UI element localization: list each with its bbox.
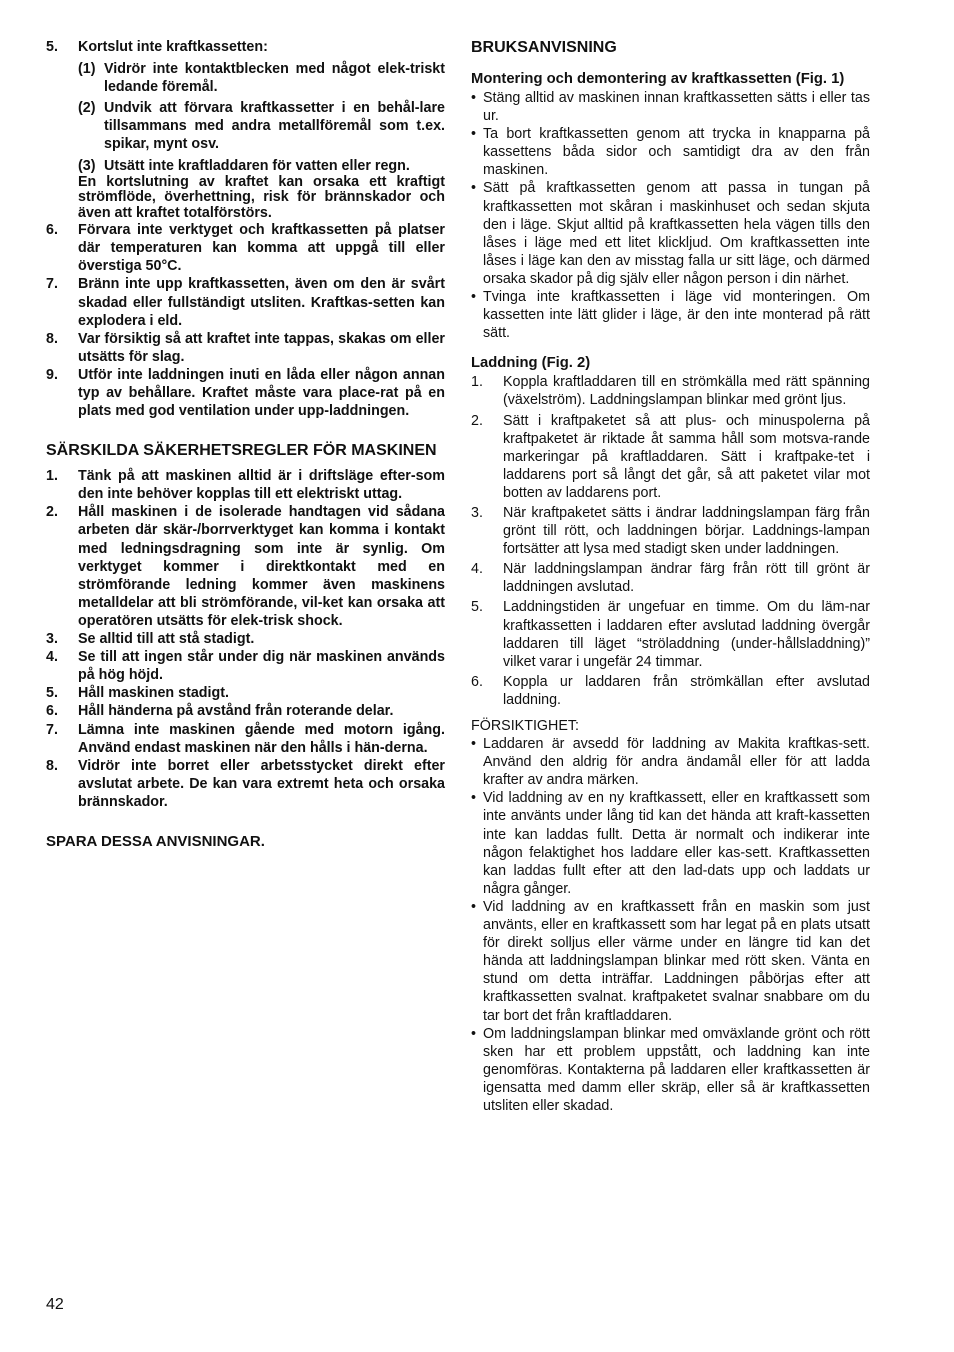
item-9	[46, 366, 445, 420]
safety-item-7	[46, 721, 445, 757]
sub-item-number: (3)	[78, 157, 96, 174]
caution-bullet-1	[471, 735, 870, 789]
bullet-icon: •	[471, 898, 477, 915]
item-7	[46, 275, 445, 329]
charge-step-3	[471, 504, 870, 558]
item-number: 2.	[46, 504, 58, 521]
item-number: 1.	[46, 468, 58, 485]
item-number: 8.	[46, 330, 58, 347]
item-number: 4.	[46, 649, 58, 666]
sub-item-text: Undvik att förvara kraftkassetter i en behål-lare tillsammans med andra metallföremål som t.ex. spikar, mynt osv.	[104, 100, 445, 153]
step-text: Koppla kraftladdaren till en strömkälla med rätt spänning (växelström). Laddningslampan blinkar med grönt ljus.	[503, 374, 870, 409]
sub-item-1	[46, 60, 445, 96]
mount-bullet-1	[471, 89, 870, 125]
item-text: Bränn inte upp kraftkassetten, även om den är svårt skadad eller fullständigt utsliten. Kraftkas-setten kan explodera i eld.	[78, 276, 445, 329]
bullet-icon: •	[471, 180, 477, 197]
safety-item-1	[46, 467, 445, 503]
item-number: 6.	[46, 703, 58, 720]
mount-bullet-2	[471, 125, 870, 179]
step-text: När kraftpaketet sätts i ändrar laddningslampan färg från grönt till rött, och laddningen börjar. Laddnings-lampan fortsätter att lysa med stadigt sken under laddningen.	[503, 504, 870, 558]
item-text: Vidrör inte borret eller arbetsstycket direkt efter avslutat arbete. De kan vara extremt heta och orsaka brännskador.	[78, 757, 445, 810]
sub-item-3	[46, 157, 445, 175]
bullet-icon: •	[471, 126, 477, 143]
step-number: 4.	[471, 561, 483, 578]
bullet-icon: •	[471, 1025, 477, 1042]
bullet-text: Ta bort kraftkassetten genom att trycka in knapparna på kassettens båda sidor och samtidigt dra av den från maskinen.	[483, 126, 870, 179]
sub-item-number: (2)	[78, 100, 96, 117]
item-text: Förvara inte verktyget och kraftkassetten på platser där temperaturen kan komma att uppgå till eller överstiga 50°C.	[78, 222, 445, 275]
step-number: 2.	[471, 412, 483, 429]
sub-item-2	[46, 99, 445, 153]
item-5	[46, 38, 445, 56]
bullet-text: Tvinga inte kraftkassetten i läge vid monteringen. Om kassetten inte lätt glider i läge, är den inte monterad på rätt sätt.	[483, 289, 870, 342]
right-column	[471, 38, 870, 1115]
item-8	[46, 330, 445, 366]
step-text: Laddningstiden är ungefuar en timme. Om du läm-nar kraftkassetten i laddaren efter avslutad laddning övergår laddaren till läget “ströladdning (under-hållsladdning)” vilket varar i ungefär 24 timmar.	[503, 599, 870, 670]
save-instructions-heading: SPARA DESSA ANVISNINGAR.	[46, 832, 265, 850]
item-text: Utför inte laddningen inuti en låda eller någon annan typ av behållare. Kraftet måste vara place-rat på en plats med god ventilation under upp-laddningen.	[78, 366, 445, 420]
bullet-text: Laddaren är avsedd för laddning av Makita kraftkas-sett. Använd den aldrig för andra ändamål eller för att ladda krafter av andra märken.	[483, 736, 870, 789]
item-text: Lämna inte maskinen gående med motorn igång. Använd endast maskinen när den hålls i hän-derna.	[78, 721, 445, 756]
sub-item-text: Vidrör inte kontaktblecken med något elek-triskt ledande föremål.	[104, 61, 445, 96]
safety-heading: SÄRSKILDA SÄKERHETSREGLER FÖR MASKINEN	[46, 442, 437, 460]
item-number: 3.	[46, 631, 58, 648]
item-number: 8.	[46, 757, 58, 774]
item-number: 9.	[46, 366, 58, 383]
item-number: 7.	[46, 721, 58, 738]
mount-bullet-3	[471, 179, 870, 288]
safety-item-4	[46, 648, 445, 684]
item-text: Var försiktig så att kraftet inte tappas, skakas om eller utsätts för slag.	[78, 330, 445, 365]
safety-item-6	[46, 702, 445, 720]
caution-bullet-3	[471, 898, 870, 1025]
item-text: Håll maskinen stadigt.	[78, 685, 229, 702]
bullet-icon: •	[471, 289, 477, 306]
step-number: 5.	[471, 599, 483, 616]
safety-list	[46, 467, 445, 811]
item-number: 5.	[46, 685, 58, 702]
charge-step-6	[471, 673, 870, 709]
charge-step-1	[471, 373, 870, 409]
item-text: Tänk på att maskinen alltid är i driftsläge efter-som den inte behöver kopplas till ett elektriskt uttag.	[78, 468, 445, 503]
item-number: 7.	[46, 276, 58, 293]
bullet-text: Sätt på kraftkassetten genom att passa in tungan på kraftkassetten mot skåran i maskinhuset och sedan skjuta den i läge. Skjut alltid på kraftkassetten hela vägen tills den låses i läge med ett litet klickljud. Om kraftkassetten inte låses i läge kan den av misstag falla ur sitt läge, och därmed orsaka skador på dig själv eller någon person i din närhet.	[483, 180, 870, 287]
caution-label: FÖRSIKTIGHET:	[471, 718, 580, 734]
step-number: 3.	[471, 504, 483, 521]
sub-item-number: (1)	[78, 61, 96, 78]
bullet-text: Stäng alltid av maskinen innan kraftkassetten sätts i eller tas ur.	[483, 90, 870, 125]
safety-item-2	[46, 503, 445, 630]
charging-heading: Laddning (Fig. 2)	[471, 355, 591, 372]
caution-bullet-4	[471, 1025, 870, 1115]
safety-item-3	[46, 630, 445, 648]
safety-item-8	[46, 757, 445, 811]
page-number: 42	[46, 1296, 64, 1313]
step-number: 1.	[471, 374, 483, 391]
bullet-text: Vid laddning av en kraftkassett från en maskin som just använts, eller en kraftkassett som har legat på en plats utsatt för direkt solljus eller värme under en längre tid kan det hända att laddningslampan blinkar med rött sken. Vänta en stund om detta inträffar. Laddningen påbörjas efter att kraftkassetten svalnat. kraftpaketet svalnar snabbare om du tar bort det från kraftladdaren.	[483, 898, 870, 1024]
caution-bullet-2	[471, 789, 870, 898]
short-circuit-note: En kortslutning av kraftet kan orsaka ett kraftigt strömflöde, överhettning, risk för brännskador och även att kraftet totalförstörs.	[78, 173, 445, 221]
step-text: Sätt i kraftpaketet så att plus- och minuspolerna på kraftpaketet är riktade åt samma håll som motsva-rande markeringar på kraftladdaren. Sätt i kraftpake-tet i laddarens port så långt det går, så att paketet vilar mot botten av laddarens port.	[503, 412, 870, 501]
step-text: Koppla ur laddaren från strömkällan efter avslutad laddning.	[503, 673, 870, 708]
item-number: 5.	[46, 39, 58, 55]
step-text: När laddningslampan ändrar färg från rött till grönt är laddningen avslutad.	[503, 561, 870, 596]
charge-step-4	[471, 560, 870, 596]
bullet-text: Om laddningslampan blinkar med omväxlande grönt och rött sken har ett problem uppstått, och laddning kan inte genomföras. Kontakterna på laddaren eller kraftkassetten är igensatta med damm eller skräp, eller så är kraftkassetten utsliten eller skadad.	[483, 1025, 870, 1114]
step-number: 6.	[471, 673, 483, 690]
item-text: Håll maskinen i de isolerade handtagen vid sådana arbeten där skär-/borrverktyget kan komma i kontakt med ledningsdragning som inte är synlig. Om verktyget kommer i direktkontakt med en strömförande ledning kommer även maskinens metalldelar att bli strömförande, vil-ket kan orsaka att operatören utsätts för elek-trisk shock.	[78, 504, 445, 629]
sub-item-text: Utsätt inte kraftladdaren för vatten eller regn.	[104, 157, 410, 174]
bullet-icon: •	[471, 90, 477, 106]
bullet-text: Vid laddning av en ny kraftkassett, eller en kraftkassett som inte använts under lång tid kan det hända att kraft-kassetten inte kan laddas fullt. Detta är normalt och indikerar inte någon felaktighet hos laddare eller kas-sett. Kraftkassetten kan laddas fullt efter att den lad-dats upp och laddats ur några gånger.	[483, 790, 870, 897]
bullet-icon: •	[471, 790, 477, 807]
charge-step-5	[471, 598, 870, 670]
bullet-icon: •	[471, 736, 477, 753]
instructions-heading: BRUKSANVISNING	[471, 39, 617, 56]
left-column	[46, 38, 445, 852]
item-text: Se till att ingen står under dig när maskinen används på hög höjd.	[78, 649, 445, 684]
safety-item-5	[46, 684, 445, 702]
item-number: 6.	[46, 222, 58, 239]
item-text: Se alltid till att stå stadigt.	[78, 631, 255, 648]
item-6	[46, 221, 445, 275]
item-text: Kortslut inte kraftkassetten:	[78, 39, 268, 55]
charge-step-2	[471, 412, 870, 502]
mounting-heading: Montering och demontering av kraftkassetten (Fig. 1)	[471, 71, 845, 87]
item-text: Håll händerna på avstånd från roterande delar.	[78, 703, 394, 720]
mount-bullet-4	[471, 288, 870, 342]
